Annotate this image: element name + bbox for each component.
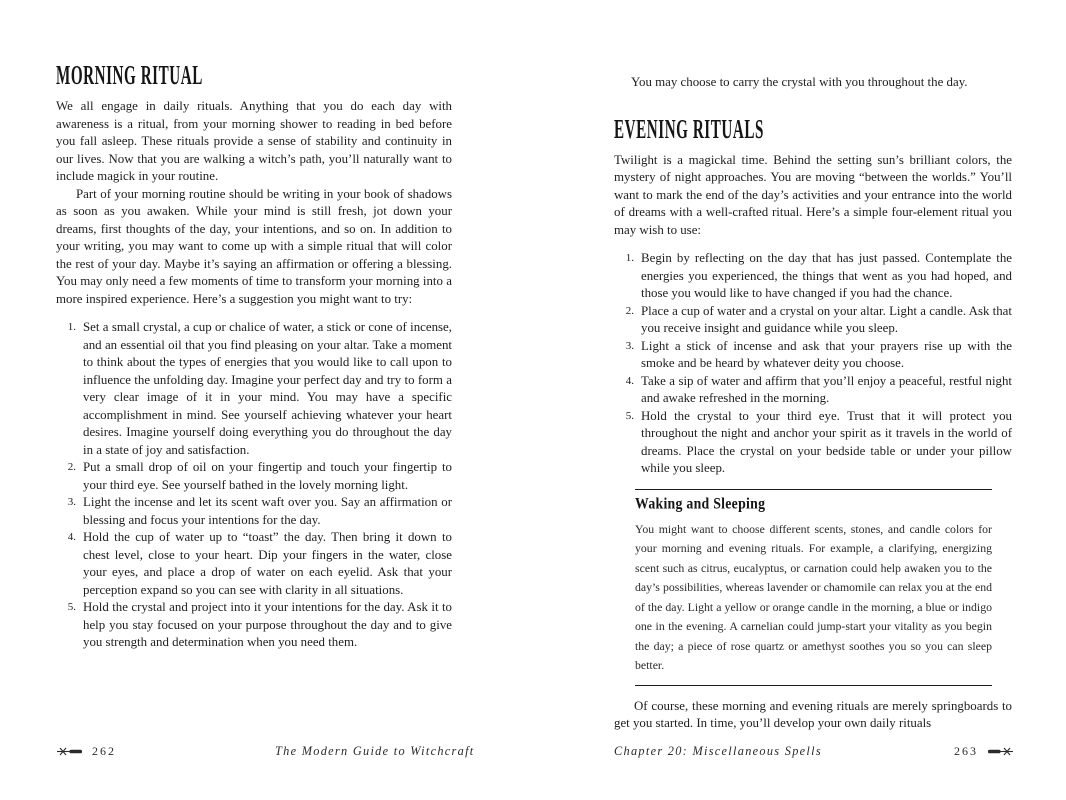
page-number: 262 [92, 744, 116, 758]
list-item-text: Set a small crystal, a cup or chalice of water, a stick or cone of incense, and an essential oil that you find pleasing on your altar. Take a moment to think about the types of energies that you would like to call upon to influence the unfolding day. Imagine your perfect day and try to form a very clear image of it in your mind. You may have a specific accomplishment in mind. See yourself achieving whatever your heart desires. Imagine yourself doing everything you do throughout the day in a state of joy and satisfaction. [83, 320, 452, 457]
evening-ritual-list [614, 250, 1012, 478]
footer-ornament-icon [987, 746, 1014, 757]
list-item-number: 5. [67, 601, 76, 613]
list-item-number: 1. [67, 321, 76, 333]
list-item-number: 1. [625, 252, 634, 264]
right-footer-pagenumber [954, 744, 1014, 759]
list-item-number: 4. [625, 374, 634, 387]
list-item-text: Hold the crystal to your third eye. Trust that it will protect you throughout the night and anchor your spirit as it travels in the world of dreams. Place the crystal on your bedside table or under your pillow while you sleep. [641, 408, 1012, 475]
list-item-text: Take a sip of water and affirm that you’ll enjoy a peaceful, restful night and awake refreshed in the morning. [641, 373, 1012, 405]
right-heading-wrap [614, 114, 1012, 144]
list-item [614, 373, 1012, 408]
list-item-number: 2. [625, 304, 634, 317]
running-title-text: The Modern Guide to Witchcraft [275, 744, 475, 758]
section-heading-evening-rituals: EVENING RITUALS [614, 112, 764, 144]
list-item [614, 408, 1012, 478]
sidebar-heading: Waking and Sleeping [635, 495, 766, 513]
left-page [56, 60, 452, 652]
right-page [614, 74, 1012, 733]
list-item-number: 3. [625, 339, 634, 352]
paragraph: Part of your morning routine should be writing in your book of shadows as soon as you awaken. While your mind is still fresh, jot down your dreams, first thoughts of the day, your intentions, and so on. In addition to your writing, you may want to come up with a simple ritual that will color the rest of your day. Maybe it’s saying an affirmation or offering a blessing. You may only need a few moments of time to transform your morning into a more inspired experience. Here’s a suggestion you might want to try: [56, 186, 452, 306]
carryover-line: You may choose to carry the crystal with you throughout the day. [631, 75, 968, 89]
morning-ritual-list [56, 319, 452, 652]
list-item [56, 599, 452, 652]
list-item-text: Place a cup of water and a crystal on your altar. Light a candle. Ask that you receive insight and guidance while you sleep. [641, 303, 1012, 335]
list-item-number: 4. [67, 531, 76, 543]
chapter-title-text: Chapter 20: Miscellaneous Spells [614, 744, 822, 758]
list-item-text: Light the incense and let its scent waft over you. Say an affirmation or blessing and focus your intentions for the day. [83, 495, 452, 527]
left-running-title [275, 744, 475, 759]
list-item-text: Light a stick of incense and ask that your prayers rise up with the smoke and be heard by whatever deity you choose. [641, 338, 1012, 370]
left-footer-pagenumber [56, 744, 116, 759]
list-item-number: 5. [625, 409, 634, 422]
list-item-number: 3. [67, 496, 76, 508]
list-item-number: 2. [67, 461, 76, 473]
list-item [56, 529, 452, 599]
page-number: 263 [954, 744, 978, 758]
footer-ornament-icon [56, 746, 83, 757]
list-item [614, 250, 1012, 303]
section-heading-morning-ritual: MORNING RITUAL [56, 59, 203, 90]
list-item-text: Begin by reflecting on the day that has just passed. Contemplate the energies you experienced, the things that went as you had hoped, and those you would like to have changed if you had the chance. [641, 251, 1012, 300]
left-heading-wrap [56, 60, 452, 90]
list-item [56, 319, 452, 459]
paragraph: We all engage in daily rituals. Anything that you do each day with awareness is a ritual, from your morning shower to reading in bed before you fall asleep. These rituals provide a sense of stability and continuity in our lives. Now that you are walking a witch’s path, you’ll naturally want to include magick in your routine. [56, 99, 452, 183]
sidebar-box [635, 489, 992, 686]
list-item-text: Hold the crystal and project into it your intentions for the day. Ask it to help you stay focused on your purpose throughout the day and to give you strength and determination when you need them. [83, 600, 452, 649]
list-item [56, 494, 452, 529]
sidebar-body: You might want to choose different scents, stones, and candle colors for your morning and evening rituals. For example, a clarifying, energizing scent such as citrus, eucalyptus, or carnation could help awaken you to the day’s possibilities, whereas lavender or chamomile can relax you at the end of the day. Light a yellow or orange candle in the morning, a blue or indigo one in the evening. A carnelian could jump-start your vitality as you begin the day; a piece of rose quartz or amethyst soothes you so you can sleep better. [635, 521, 992, 672]
right-chapter-title [614, 744, 822, 759]
list-item [614, 338, 1012, 373]
list-item-text: Put a small drop of oil on your fingertip and touch your fingertip to your third eye. See yourself bathed in the lovely morning light. [83, 460, 452, 492]
list-item-text: Hold the cup of water up to “toast” the day. Then bring it down to chest level, close to your heart. Dip your fingers in the water, close your eyes, and place a drop of water on each eyelid. Ask that your perception expand so you can see with clarity in all situations. [83, 530, 452, 597]
paragraph: Twilight is a magickal time. Behind the setting sun’s brilliant colors, the mystery of night approaches. You are moving “between the worlds.” You’ll want to mark the end of the day’s activities and your entrance into the world of dreams with a well-crafted ritual. Here’s a simple four-element ritual you may wish to use: [614, 152, 1012, 237]
closing-paragraph: Of course, these morning and evening rituals are merely springboards to get you started. In time, you’ll develop your own daily rituals [614, 698, 1012, 730]
list-item [56, 459, 452, 494]
list-item [614, 303, 1012, 338]
